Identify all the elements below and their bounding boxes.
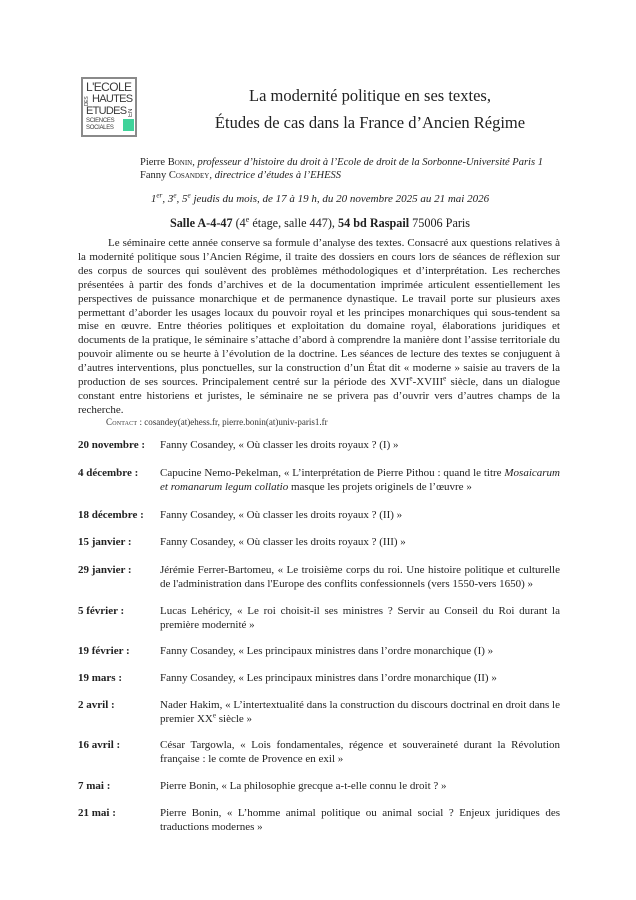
intro-text: Le séminaire cette année conserve sa formule d’analyse des textes. Consacré aux questions relatives à la modernité politique sous l’Ancien Régime, il traite des dossiers en cours lors de séances de réflexion sur des corpus de sources qui soulèvent des problèmes méthodologiques et d’interprétation. Les recherches présentées à partir des fonds d’archives et de la documentation imprimée articulent essentiellement les perspectives de puissance monarchique et de permanence dynastique. Le travail porte sur plusieurs axes permettant d’aborder les usages locaux du pouvoir royal et les principes monarchiques qui sous-tendent sa mise en œuvre. Entre théories politiques et exploitation du domaine royal, élaborations juridiques et documents de la pratique, le séminaire s’attache d’abord à comprendre la manière dont l’assise territoriale du pouvoir alimente ou se heurte à l’évolution de la doctrine. Les séances de lecture des textes se conjuguent à d’autres interventions, plus ponctuelles, sur la construction d’un État dit « moderne » saisie au travers de la production de ses sources. Principalement centré sur la période des XVI [78, 237, 560, 389]
session-description: Fanny Cosandey, « Les principaux ministres dans l’ordre monarchique (I) » [160, 645, 494, 657]
author-last-name: Bonin [167, 157, 193, 168]
session-sup: e [212, 711, 217, 720]
session-text: Nader Hakim, « L’intertextualité dans la construction du discours doctrinal en droit dans le premier XX [160, 699, 560, 725]
author-role: , professeur d’histoire du droit à l’Ecole de droit de la Sorbonne-Université Paris 1 [192, 157, 543, 168]
session-description: Fanny Cosandey, « Où classer les droits royaux ? (II) » [160, 509, 403, 521]
author-cosandey [140, 169, 543, 182]
session-text: Capucine Nemo-Pekelman, « L’interprétation de Pierre Pithou : quand le titre [160, 467, 505, 479]
schedule-sup: e [173, 191, 177, 200]
logo-line-hautes: HAUTES [92, 93, 133, 105]
schedule-sup: e [187, 191, 191, 200]
intro-sup: e [409, 374, 413, 383]
authors-block [140, 156, 543, 182]
logo-des: DES [84, 96, 90, 106]
logo-line-sociales: SOCIALES [86, 125, 114, 131]
title-line-2: Études de cas dans la France d’Ancien Régime [214, 113, 526, 132]
session-text-italic: Mosaicarum et romanarum legum collatio [160, 467, 560, 493]
session-date: 4 décembre : [78, 467, 139, 479]
room-floor: (4 [232, 216, 246, 230]
session-date: 19 mars : [78, 672, 122, 684]
contact-separator: : [137, 417, 145, 427]
room-address: 54 bd Raspail [337, 216, 410, 230]
intro-paragraph [78, 237, 560, 418]
schedule-part: 1 [150, 193, 157, 205]
author-bonin [140, 156, 543, 169]
session-date: 7 mai : [78, 780, 111, 792]
session-date: 20 novembre : [78, 439, 146, 451]
session-date: 29 janvier : [78, 564, 132, 576]
logo-line-etudes: ETUDES [86, 105, 127, 117]
author-role: , directrice d’études à l’EHESS [209, 170, 342, 181]
room-city: 75006 Paris [409, 216, 471, 230]
room-line [80, 216, 560, 231]
schedule-line [80, 193, 560, 205]
intro-text: siècle, dans un dialogue constant entre historiens et juristes, le séminaire ne se privera pas d’ouvrir vers d’autres champs de la recherche. [78, 376, 560, 416]
session-description [160, 698, 560, 726]
session-description: Lucas Lehéricy, « Le roi choisit-il ses ministres ? Servir au Conseil du Roi durant la première modernité » [160, 605, 560, 631]
contact-emails[interactable]: cosandey(at)ehess.fr, pierre.bonin(at)univ-paris1.fr [144, 417, 328, 427]
contact-line [106, 417, 328, 427]
session-date: 19 février : [78, 645, 130, 657]
logo-en: EN [128, 108, 134, 117]
schedule-part: jeudis du mois, de 17 à 19 h, du 20 novembre 2025 au 21 mai 2026 [190, 193, 490, 205]
session-description: Pierre Bonin, « La philosophie grecque a-t-elle connu le droit ? » [160, 780, 447, 792]
session-date: 5 février : [78, 605, 125, 617]
logo-line-sciences: SCIENCES [86, 118, 115, 124]
schedule-part: , 5 [176, 193, 188, 205]
session-description: Fanny Cosandey, « Où classer les droits royaux ? (I) » [160, 439, 399, 451]
session-date: 2 avril : [78, 699, 115, 711]
session-text: siècle » [216, 713, 253, 725]
session-description: Jérémie Ferrer-Bartomeu, « Le troisième corps du roi. Une histoire politique et culturelle de l'administration dans l'Europe des conflits confessionnels (vers 1550-vers 1650) » [160, 564, 560, 590]
author-last-name: Cosandey [168, 170, 210, 181]
author-first-name: Fanny [140, 170, 169, 181]
session-text: masque les projets originels de l’œuvre » [288, 481, 472, 493]
intro-sup: e [443, 374, 447, 383]
author-first-name: Pierre [140, 157, 168, 168]
room-floor-sup: e [245, 214, 250, 224]
contact-label: Contact [106, 417, 138, 427]
room-salle: Salle A-4-47 [169, 216, 233, 230]
session-description: Fanny Cosandey, « Où classer les droits royaux ? (III) » [160, 536, 406, 548]
title-line-1: La modernité politique en ses textes, [249, 86, 491, 105]
session-date: 21 mai : [78, 807, 116, 819]
session-description: Fanny Cosandey, « Les principaux ministres dans l’ordre monarchique (II) » [160, 672, 497, 684]
session-description [160, 466, 560, 494]
session-date: 16 avril : [78, 739, 121, 751]
session-date: 15 janvier : [78, 536, 132, 548]
schedule-sup: er [156, 191, 163, 200]
session-date: 18 décembre : [78, 509, 144, 521]
schedule-part: , 3 [162, 193, 174, 205]
logo-green-square [123, 119, 134, 131]
session-description: César Targowla, « Lois fondamentales, régence et souveraineté durant la Révolution française : le comte de Provence en exil » [160, 739, 560, 765]
logo-line-ecole: L'ECOLE [86, 80, 132, 94]
intro-text: -XVIII [412, 376, 444, 389]
ehess-logo [81, 77, 137, 137]
session-description: Pierre Bonin, « L’homme animal politique ou animal social ? Enjeux juridiques des traductions modernes » [160, 807, 560, 833]
room-floor: étage, salle 447), [249, 216, 338, 230]
